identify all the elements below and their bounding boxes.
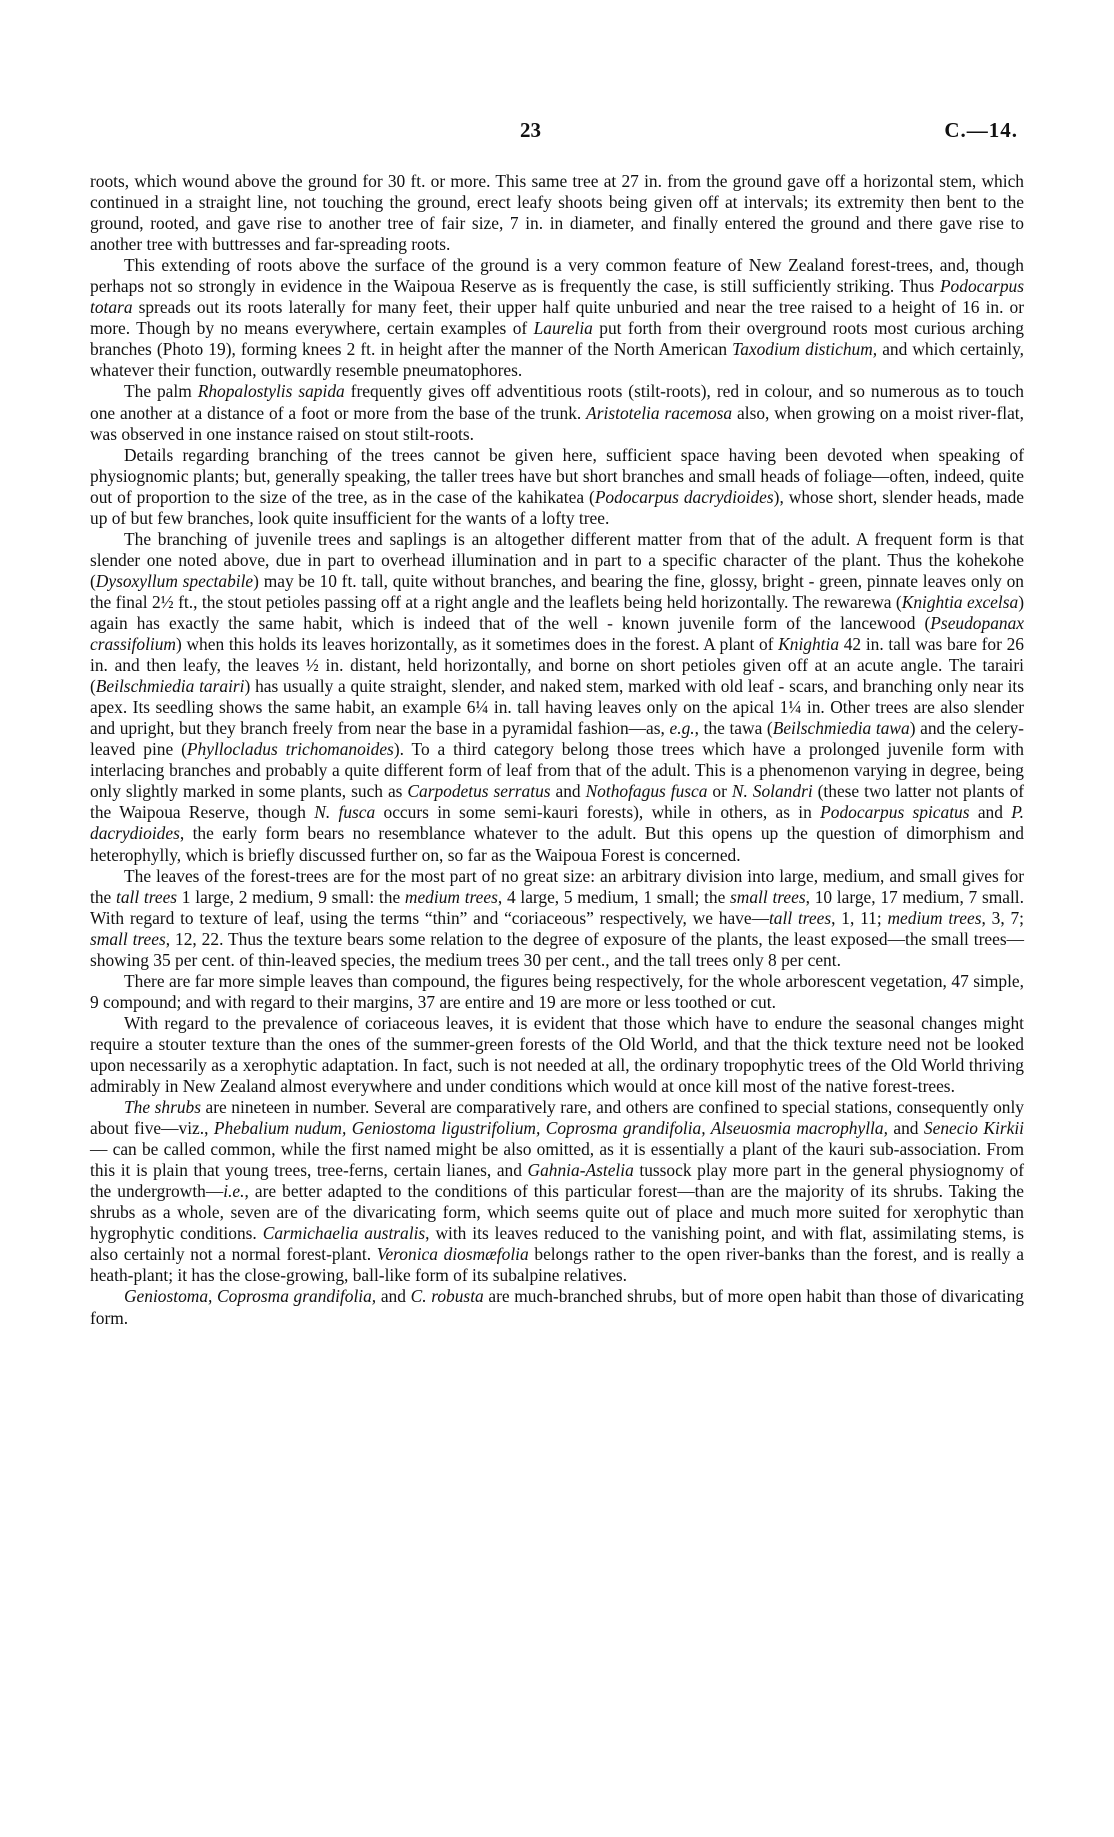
- paragraph-2: [90, 255, 1024, 381]
- italic-run: N. Solandri: [731, 781, 813, 802]
- text-run: 42 in. tall was bare for 26 in. and then leafy, the leaves ½ in. distant, held horizontally, and borne on short petioles given off at an acute angle. The tarairi (: [90, 634, 1024, 697]
- text-run: or: [707, 781, 732, 802]
- text-run: also, when growing on a moist river-flat, was observed in one instance raised on stout stilt-roots.: [90, 402, 1024, 444]
- italic-run: Taxodium distichum,: [732, 339, 878, 360]
- text-run: , 4 large, 5 medium, 1 small; the: [497, 886, 731, 907]
- text-run: ) when this holds its leaves horizontally, as it sometimes does in the forest. A plant of: [176, 634, 779, 655]
- text-run: and which certainly, whatever their function, outwardly resemble pneumatophores.: [90, 339, 1024, 381]
- italic-run: Nothofagus fusca: [585, 781, 708, 802]
- text-run: With regard to the prevalence of coriaceous leaves, it is evident that those which have to endure the seasonal changes might require a stouter texture than the ones of the summer-green forests of the Old World, and that the thick texture need not be looked upon necessarily as a xerophytic adaptation. In fact, such is not needed at all, the ordinary tropophytic trees of the Old World thriving admirably in New Zealand almost everywhere and under conditions which would at once kill most of the native forest-trees.: [90, 1012, 1024, 1097]
- text-run: There are far more simple leaves than compound, the figures being respectively, for the whole arborescent vegetation, 47 simple, 9 compound; and with regard to their margins, 37 are entire and 19 are more or less toothed or cut.: [90, 970, 1024, 1012]
- text-run: put forth from their overground roots most curious arching branches (Photo 19), forming knees 2 ft. in height after the manner of the North American: [90, 318, 1024, 360]
- italic-run: Gahnia-Astelia: [527, 1160, 634, 1181]
- text-run: and: [969, 802, 1012, 823]
- text-run: and: [376, 1286, 411, 1307]
- text-run: , with its leaves reduced to the vanishing point, and with flat, assimilating stems, is also certainly not a normal forest-plant.: [90, 1223, 1025, 1265]
- text-run: — can be called common, while the first named might be also omitted, as it is essentially a plant of the kauri sub-association. From this it is plain that young trees, tree-ferns, certain lianes, and: [90, 1139, 1024, 1181]
- paragraph-7: [90, 971, 1024, 1013]
- text-run: 1 large, 2 medium, 9 small: the: [177, 886, 405, 907]
- text-run: , 10 large, 17 medium, 7 small. With regard to texture of leaf, using the terms “thin” and “coriaceous” respectively, we have—: [90, 886, 1024, 928]
- text-run: and: [887, 1118, 924, 1139]
- text-run: , the early form bears no resemblance whatever to the adult. But this opens up the question of dimorphism and heterophylly, which is briefly discussed further on, so far as the Waipoua Forest is concerned.: [90, 823, 1024, 865]
- text-run: ) has usually a quite straight, slender, and naked stem, marked with old leaf - scars, and branching only near its apex. Its seedling shows the same habit, an example 6¼ in. tall having leaves only on the apical 1¼ in. Other trees are also slender and upright, but they branch freely from near the base in a pyramidal fashion—as,: [90, 676, 1024, 739]
- italic-run: Geniostoma, Coprosma grandifolia,: [124, 1286, 377, 1307]
- page-number: 23: [520, 118, 541, 142]
- text-run: The palm: [124, 381, 198, 402]
- italic-run: Beilschmiedia tawa: [772, 718, 910, 739]
- italic-run: Veronica diosmæfolia: [376, 1244, 529, 1265]
- text-run: ) and the celery-leaved pine (: [90, 718, 1024, 760]
- italic-run: Podocarpus totara: [90, 276, 1024, 318]
- italic-run: Phyllocladus trichomanoides: [186, 739, 394, 760]
- italic-run: Phebalium nudum, Geniostoma ligustrifolium, Coprosma grandifolia, Alseuosmia macrophylla,: [213, 1118, 888, 1139]
- paragraph-5: [90, 529, 1024, 866]
- text-run: are much-branched shrubs, but of more open habit than those of divaricating form.: [90, 1286, 1024, 1328]
- italic-run: N. fusca: [314, 802, 376, 823]
- italic-run: Senecio Kirkii: [923, 1118, 1025, 1139]
- italic-run: Beilschmiedia tarairi: [95, 676, 245, 697]
- text-run: ), whose short, slender heads, made up of but few branches, look quite insufficient for the wants of a lofty tree.: [90, 486, 1024, 528]
- paragraph-10: [90, 1286, 1024, 1328]
- page-header: [0, 118, 1114, 148]
- paragraph-8: [90, 1013, 1024, 1097]
- italic-run: i.e.: [223, 1181, 245, 1202]
- italic-run: tall trees: [768, 907, 832, 928]
- italic-run: Dysoxyllum spectabile: [95, 570, 254, 591]
- italic-run: The shrubs: [124, 1097, 202, 1118]
- paragraph-9: [90, 1097, 1024, 1286]
- text-run: occurs in some semi-kauri forests), while in others, as in: [375, 802, 821, 823]
- italic-run: medium trees: [887, 907, 982, 928]
- text-run: tussock play more part in the general physiognomy of the undergrowth—: [90, 1160, 1024, 1202]
- italic-run: P. dacrydioides: [90, 802, 1024, 844]
- text-run: , are better adapted to the conditions of this particular forest—than are the majority of its shrubs. Taking the shrubs as a whole, seven are of the divaricating form, which seems quite out of place and much more suited for xerophytic than hygrophytic conditions.: [90, 1181, 1024, 1244]
- italic-run: tall trees: [115, 886, 178, 907]
- italic-run: Podocarpus spicatus: [820, 802, 970, 823]
- paragraph-3: [90, 381, 1024, 444]
- italic-run: Knightia: [778, 634, 840, 655]
- text-run: belongs rather to the open river-banks than the forest, and is really a heath-plant; it has the close-growing, ball-like form of its subalpine relatives.: [90, 1244, 1024, 1286]
- italic-run: Aristotelia racemosa: [586, 402, 733, 423]
- italic-run: Rhopalostylis sapida: [197, 381, 345, 402]
- italic-run: small trees: [730, 886, 806, 907]
- text-run: ). To a third category belong those trees which have a prolonged juvenile form with interlacing branches and probably a quite different form of leaf from that of the adult. This is a phenomenon varying in degree, being only slightly marked in some plants, such as: [90, 739, 1024, 802]
- italic-run: Pseudopanax crassifolium: [90, 612, 1024, 655]
- italic-run: Laurelia: [533, 318, 593, 339]
- italic-run: e.g.: [669, 718, 695, 739]
- italic-run: Carmichaelia australis: [262, 1223, 426, 1244]
- text-run: and: [550, 781, 586, 802]
- text-run: The leaves of the forest-trees are for the most part of no great size: an arbitrary division into large, medium, and small gives for the: [90, 865, 1024, 907]
- text-run: This extending of roots above the surface of the ground is a very common feature of New Zealand forest-trees, and, though perhaps not so strongly in evidence in the Waipoua Reserve as is frequently the case, is still sufficiently striking. Thus: [90, 255, 1024, 297]
- text-run: ) may be 10 ft. tall, quite without branches, and bearing the fine, glossy, bright - green, pinnate leaves only on the final 2½ ft., the stout petioles passing off at a right angle and the leaflets being held horizontally. The rewarewa (: [90, 570, 1025, 612]
- text-run: , 3, 7;: [981, 907, 1024, 928]
- italic-run: Podocarpus dacrydioides: [594, 486, 774, 507]
- body-text: [90, 171, 1024, 1329]
- italic-run: medium trees: [404, 886, 498, 907]
- italic-run: Knightia excelsa: [901, 591, 1019, 612]
- italic-run: small trees: [90, 928, 166, 949]
- text-run: The branching of juvenile trees and saplings is an altogether different matter from that of the adult. A frequent form is that slender one noted above, due in part to overhead illumination and in part to a specific character of the plant. Thus the kohekohe (: [90, 528, 1024, 591]
- document-code: C.—14.: [944, 118, 1018, 142]
- text-run: are nineteen in number. Several are comparatively rare, and others are confined to special stations, consequently only about five—viz.,: [90, 1097, 1025, 1139]
- text-run: (these two latter not plants of the Waipoua Reserve, though: [90, 781, 1025, 823]
- italic-run: Carpodetus serratus: [407, 781, 551, 802]
- paragraph-6: [90, 866, 1024, 971]
- paragraph-4: [90, 445, 1024, 529]
- paragraph-1: [90, 171, 1024, 255]
- text-run: frequently gives off adventitious roots (stilt-roots), red in colour, and so numerous as to touch one another at a distance of a foot or more from the base of the trunk.: [90, 381, 1024, 423]
- text-run: roots, which wound above the ground for 30 ft. or more. This same tree at 27 in. from the ground gave off a horizontal stem, which continued in a straight line, not touching the ground, erect leafy shoots being given off at intervals; its extremity then bent to the ground, rooted, and gave rise to another tree of fair size, 7 in. in diameter, and finally entered the ground and there gave rise to another tree with buttresses and far-spreading roots.: [90, 171, 1024, 255]
- text-run: , 12, 22. Thus the texture bears some relation to the degree of exposure of the plants, the least exposed—the small trees—showing 35 per cent. of thin-leaved species, the medium trees 30 per cent., and the tall trees only 8 per cent.: [90, 928, 1024, 970]
- text-run: , 1, 11;: [831, 907, 888, 928]
- italic-run: C. robusta: [410, 1286, 484, 1307]
- text-run: , the tawa (: [694, 718, 773, 739]
- text-run: spreads out its roots laterally for many feet, their upper half quite unburied and near the tree raised to a height of 16 in. or more. Though by no means everywhere, certain examples of: [90, 297, 1024, 339]
- text-run: Details regarding branching of the trees cannot be given here, sufficient space having been devoted when speaking of physiognomic plants; but, generally speaking, the taller trees have but short branches and small heads of foliage—often, indeed, quite out of proportion to the size of the tree, as in the case of the kahikatea (: [90, 444, 1024, 507]
- text-run: ) again has exactly the same habit, which is indeed that of the well - known juvenile form of the lancewood (: [90, 591, 1024, 633]
